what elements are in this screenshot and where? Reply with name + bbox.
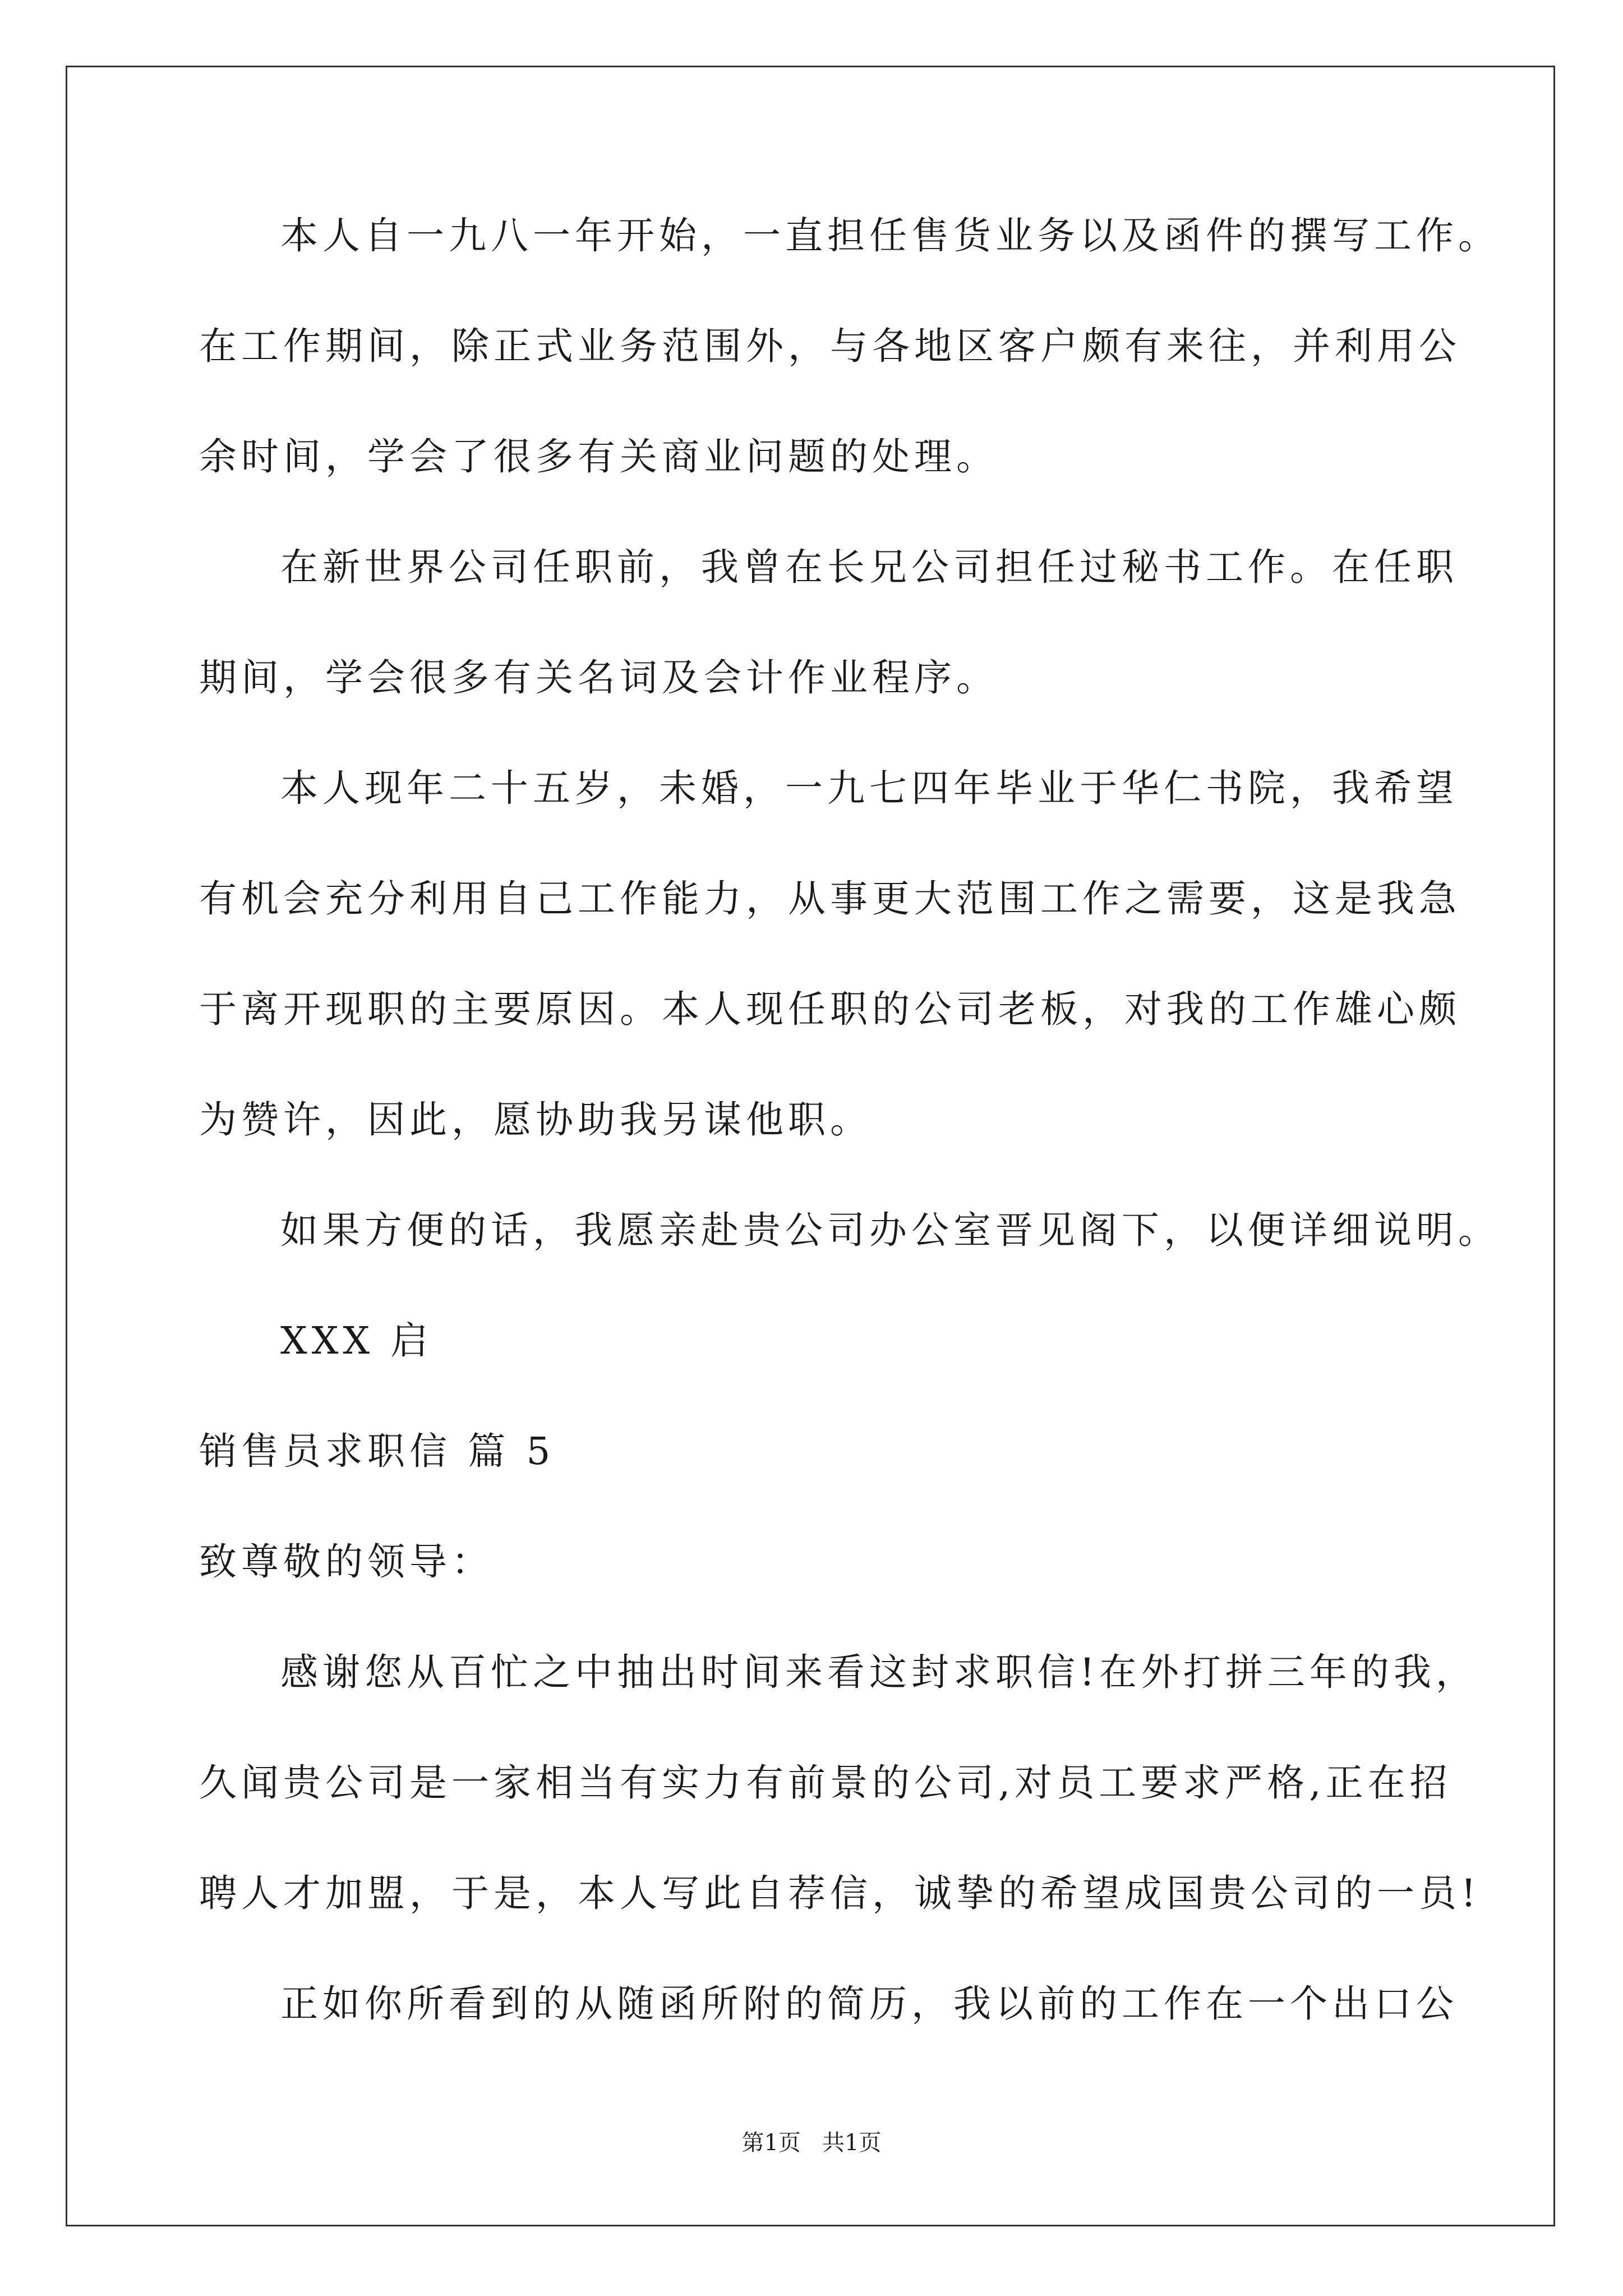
text-line: 为赞许，因此，愿协助我另谋他职。 — [199, 1098, 872, 1142]
text-line: 在工作期间，除正式业务范围外，与各地区客户颇有来往，并利用公 — [199, 324, 1461, 368]
text-line: 聘人才加盟，于是，本人写此自荐信，诚挚的希望成国贵公司的一员! — [199, 1871, 1481, 1915]
text-line: 有机会充分利用自己工作能力，从事更大范围工作之需要，这是我急 — [199, 877, 1461, 921]
salutation: 致尊敬的领导： — [199, 1540, 494, 1584]
text-line: 期间，学会很多有关名词及会计作业程序。 — [199, 656, 998, 700]
text-line: 感谢您从百忙之中抽出时间来看这封求职信!在外打拼三年的我， — [280, 1650, 1478, 1694]
page-footer: 第1页 共1页 — [741, 2130, 882, 2156]
text-line: 本人自一九八一年开始，一直担任售货业务以及函件的撰写工作。 — [280, 214, 1500, 257]
text-line: 于离开现职的主要原因。本人现任职的公司老板，对我的工作雄心颇 — [199, 987, 1461, 1031]
text-line: 久闻贵公司是一家相当有实力有前景的公司,对员工要求严格,正在招 — [199, 1761, 1452, 1805]
section-heading: 销售员求职信 篇 5 — [199, 1429, 555, 1473]
text-line: 如果方便的话，我愿亲赴贵公司办公室晋见阁下，以便详细说明。 — [280, 1208, 1500, 1252]
signature-line: XXX 启 — [280, 1319, 433, 1363]
text-line: 正如你所看到的从随函所附的简历，我以前的工作在一个出口公 — [280, 1982, 1458, 2026]
text-line: 余时间，学会了很多有关商业问题的处理。 — [199, 435, 998, 478]
text-line: 本人现年二十五岁，未婚，一九七四年毕业于华仁书院，我希望 — [280, 766, 1458, 810]
text-line: 在新世界公司任职前，我曾在长兄公司担任过秘书工作。在任职 — [280, 545, 1458, 589]
